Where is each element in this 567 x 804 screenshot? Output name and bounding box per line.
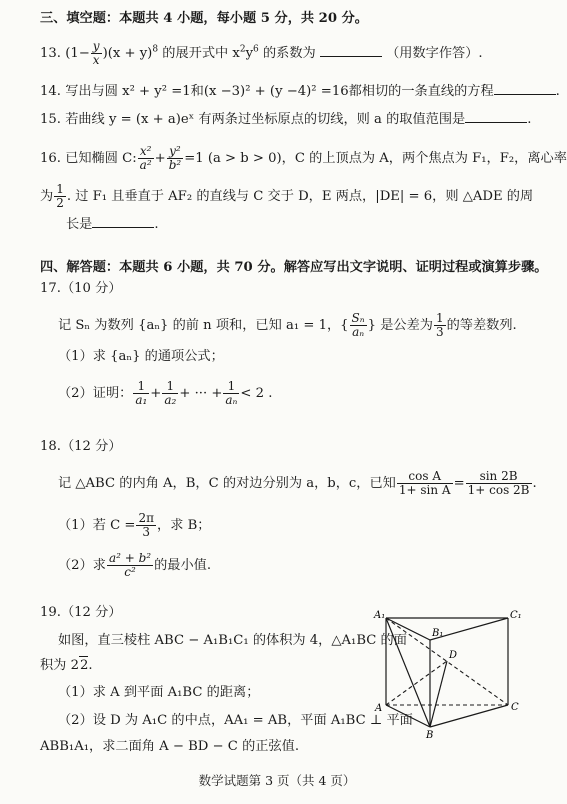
answer-blank-16	[92, 215, 154, 228]
section-3-heading: 三、填空题：本题共 4 小题，每小题 5 分，共 20 分。	[40, 11, 368, 26]
label-B: B	[426, 730, 434, 741]
question-19-stem-line-1: 如图，直三棱柱 ABC − A₁B₁C₁ 的体积为 4，△A₁BC 的面	[58, 633, 407, 648]
label-A: A	[375, 703, 383, 714]
question-19-part-2-cont: ABB₁A₁，求二面角 A − BD − C 的正弦值.	[40, 739, 300, 754]
label-A1: A₁	[374, 610, 386, 621]
page-footer: 数学试题第 3 页（共 4 页）	[198, 773, 356, 788]
question-15: 15. 若曲线 y = (x + a)eˣ 有两条过坐标原点的切线，则 a 的取值范围是 .	[40, 112, 532, 127]
question-18-stem: 记 △ABC 的内角 A，B，C 的对边分别为 a，b，c，已知 $\frac{\text{cos A}}{\text{1+ sin A}}$ = $\frac{\sin 2B}{1+ \cos 2B}$ .	[58, 469, 537, 497]
question-18-part-2: （2）求 $\frac{\text{a² + b²}}{\text{c²}}$ 的最小值.	[58, 551, 212, 579]
question-18-header: 18.（12 分）	[40, 439, 122, 454]
label-C1: C₁	[510, 610, 522, 621]
segment-A1B	[386, 618, 430, 727]
question-18-part-1: （1）若 C = $\frac{2\pi}{3}$ ，求 B；	[58, 511, 211, 539]
edge-A1B1	[386, 618, 430, 640]
question-17-stem: 记 Sₙ 为数列 {aₙ} 的前 n 项和，已知 a₁ = 1，{ $\frac{\text{Sₙ}}{\text{aₙ}}$ } 是公差为 $\frac{1}{3}$ 的等差数列.	[58, 311, 517, 339]
answer-blank-15	[465, 110, 527, 123]
question-16-line-3: 长是 .	[66, 217, 159, 232]
answer-blank-13	[320, 44, 382, 57]
question-19-part-2: （2）设 D 为 A₁C 的中点，AA₁ = AB，平面 A₁BC ⊥ 平面	[58, 713, 413, 728]
question-19-part-1: （1）求 A 到平面 A₁BC 的距离；	[58, 685, 260, 700]
question-13: 13. (1− $\frac{y}{x}$ )$(x + y)^8$ 的展开式中 $x^2y^6$ 的系数为 （用数字作答）.	[40, 39, 483, 67]
answer-blank-14	[494, 82, 556, 95]
edge-BC	[430, 705, 508, 727]
question-17-part-1: （1）求 {aₙ} 的通项公式；	[58, 349, 224, 364]
section-4-heading: 四、解答题：本题共 6 小题，共 70 分。解答应写出文字说明、证明过程或演算步骤。	[40, 260, 548, 275]
label-D: D	[449, 650, 458, 661]
edge-AB	[386, 705, 430, 727]
question-16: 16. 已知椭圆 C: $\frac{\text{x²}}{\text{a²}}$ + $\frac{\text{y²}}{\text{b²}}$ =1 (a > b > 0)，C 的上顶点为 A，两个焦点为 F₁，F₂，离心率	[40, 144, 567, 172]
question-17-header: 17.（10 分）	[40, 281, 122, 296]
question-17-part-2: （2）证明： $\frac{1}{\text{a₁}}$ + $\frac{1}{\text{a₂}}$ + ··· + $\frac{1}{\text{aₙ}}$ < 2 .	[58, 379, 273, 407]
label-B1: B₁	[432, 628, 444, 639]
label-C: C	[511, 702, 519, 713]
question-19-header: 19.（12 分）	[40, 605, 122, 620]
question-16-line-2: 为 $\frac{1}{2}$ . 过 F₁ 且垂直于 AF₂ 的直线与 C 交于 D，E 两点，|DE| = 6，则 △ADE 的周	[40, 182, 534, 210]
question-19-stem-line-2: 积为 22.	[40, 658, 93, 673]
question-14: 14. 写出与圆 x² + y² =1和(x −3)² + (y −4)² =16都相切的一条直线的方程 .	[40, 84, 560, 99]
prism-figure	[372, 610, 522, 740]
